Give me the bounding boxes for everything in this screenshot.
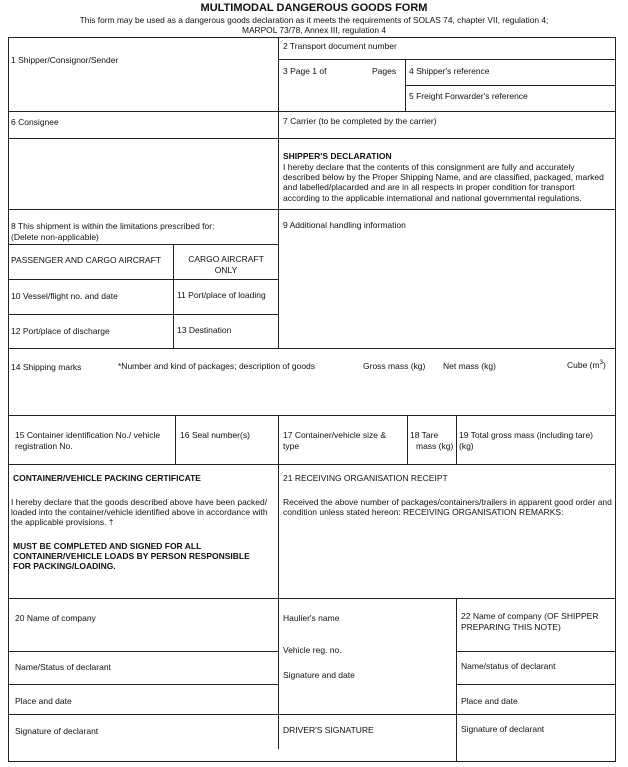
net-mass-label: Net mass (kg) bbox=[443, 361, 496, 371]
packages-description-label: *Number and kind of packages; description of goods bbox=[118, 361, 316, 371]
cargo-aircraft-only-line2[interactable]: ONLY bbox=[214, 265, 238, 275]
signature-left-label[interactable]: Signature of declarant bbox=[15, 726, 99, 736]
name-status-left-label[interactable]: Name/Status of declarant bbox=[15, 662, 111, 672]
signature-right-label[interactable]: Signature of declarant bbox=[461, 724, 545, 734]
cargo-aircraft-only-line1[interactable]: CARGO AIRCRAFT bbox=[188, 254, 264, 264]
gross-mass-label: Gross mass (kg) bbox=[363, 361, 426, 371]
container-id-label-line2: registration No. bbox=[15, 441, 73, 451]
company-name-label[interactable]: 20 Name of company bbox=[15, 613, 96, 623]
tare-mass-label-line2: mass (kg) bbox=[416, 441, 454, 451]
shippers-declaration-text: I hereby declare that the contents of this consignment are fully and accurately described below by the Proper Shipping Name, and are classified, packaged, marked and labelled/placarded and are in all respects in proper condition for transport according to the applicable international and national governmental regulations. bbox=[283, 162, 604, 203]
passenger-cargo-aircraft-option[interactable]: PASSENGER AND CARGO AIRCRAFT bbox=[11, 255, 162, 265]
container-size-label-line1[interactable]: 17 Container/vehicle size & bbox=[283, 430, 387, 440]
signature-date-label[interactable]: Signature and date bbox=[283, 670, 355, 680]
drivers-signature-label[interactable]: DRIVER'S SIGNATURE bbox=[283, 725, 374, 735]
receipt-title: 21 RECEIVING ORGANISATION RECEIPT bbox=[283, 473, 448, 483]
cube-label: Cube $(m^3)$ bbox=[567, 359, 606, 370]
form-title: MULTIMODAL DANGEROUS GOODS FORM bbox=[200, 2, 428, 14]
transport-doc-label[interactable]: 2 Transport document number bbox=[283, 41, 397, 51]
form-subtitle-line1: This form may be used as a dangerous goods declaration as it meets the requirements of SOLAS 74, chapter VII, regulation 4; bbox=[79, 15, 549, 25]
limitations-label-line1: 8 This shipment is within the limitations prescribed for: bbox=[11, 221, 215, 231]
consignee-label[interactable]: 6 Consignee bbox=[11, 117, 59, 127]
name-status-right-label[interactable]: Name/status of declarant bbox=[461, 661, 556, 671]
vehicle-reg-label[interactable]: Vehicle reg. no. bbox=[283, 645, 342, 655]
total-gross-label-line2: (kg) bbox=[459, 441, 474, 451]
place-date-right-label[interactable]: Place and date bbox=[461, 696, 518, 706]
packing-certificate-text: I hereby declare that the goods described above have been packed/ loaded into the container/vehicle identified above in accordance with the applicable provisions. † bbox=[11, 497, 268, 528]
vessel-flight-label[interactable]: 10 Vessel/flight no. and date bbox=[11, 291, 118, 301]
shippers-declaration-title: SHIPPER'S DECLARATION bbox=[283, 151, 392, 161]
shipper-company-label-line1[interactable]: 22 Name of company (OF SHIPPER bbox=[461, 611, 599, 621]
total-gross-label-line1[interactable]: 19 Total gross mass (including tare) bbox=[459, 430, 594, 440]
shipper-company-label-line2: PREPARING THIS NOTE) bbox=[461, 622, 561, 632]
shipper-ref-label[interactable]: 4 Shipper's reference bbox=[409, 66, 490, 76]
hauliers-name-label[interactable]: Haulier's name bbox=[283, 613, 340, 623]
shipper-field-label[interactable]: 1 Shipper/Consignor/Sender bbox=[11, 55, 119, 65]
limitations-label-line2: (Delete non-applicable) bbox=[11, 232, 99, 242]
place-date-left-label[interactable]: Place and date bbox=[15, 696, 72, 706]
additional-handling-label[interactable]: 9 Additional handling information bbox=[283, 220, 406, 230]
packing-certificate-notice: MUST BE COMPLETED AND SIGNED FOR ALL CONTAINER/VEHICLE LOADS BY PERSON RESPONSIBLE FOR PACKING/LOADING. bbox=[13, 541, 250, 572]
forwarder-ref-label[interactable]: 5 Freight Forwarder's reference bbox=[409, 91, 528, 101]
port-loading-label[interactable]: 11 Port/place of loading bbox=[177, 290, 266, 300]
page-of-label[interactable]: 3 Page 1 of bbox=[283, 66, 327, 76]
shipping-marks-label[interactable]: 14 Shipping marks bbox=[11, 362, 82, 372]
pages-label: Pages bbox=[372, 66, 397, 76]
destination-label[interactable]: 13 Destination bbox=[177, 325, 232, 335]
container-size-label-line2: type bbox=[283, 441, 300, 451]
container-id-label-line1[interactable]: 15 Container identification No./ vehicle bbox=[15, 430, 161, 440]
port-discharge-label[interactable]: 12 Port/place of discharge bbox=[11, 326, 110, 336]
receipt-text: Received the above number of packages/containers/trailers in apparent good order and condition unless stated hereon: RECEIVING ORGANISATION REMARKS: bbox=[283, 497, 612, 518]
tare-mass-label-line1[interactable]: 18 Tare bbox=[410, 430, 439, 440]
form-subtitle-line2: MARPOL 73/78, Annex III, regulation 4 bbox=[241, 25, 386, 35]
seal-numbers-label[interactable]: 16 Seal number(s) bbox=[180, 430, 250, 440]
packing-certificate-title: CONTAINER/VEHICLE PACKING CERTIFICATE bbox=[13, 473, 201, 483]
carrier-label[interactable]: 7 Carrier (to be completed by the carrier) bbox=[283, 116, 437, 126]
